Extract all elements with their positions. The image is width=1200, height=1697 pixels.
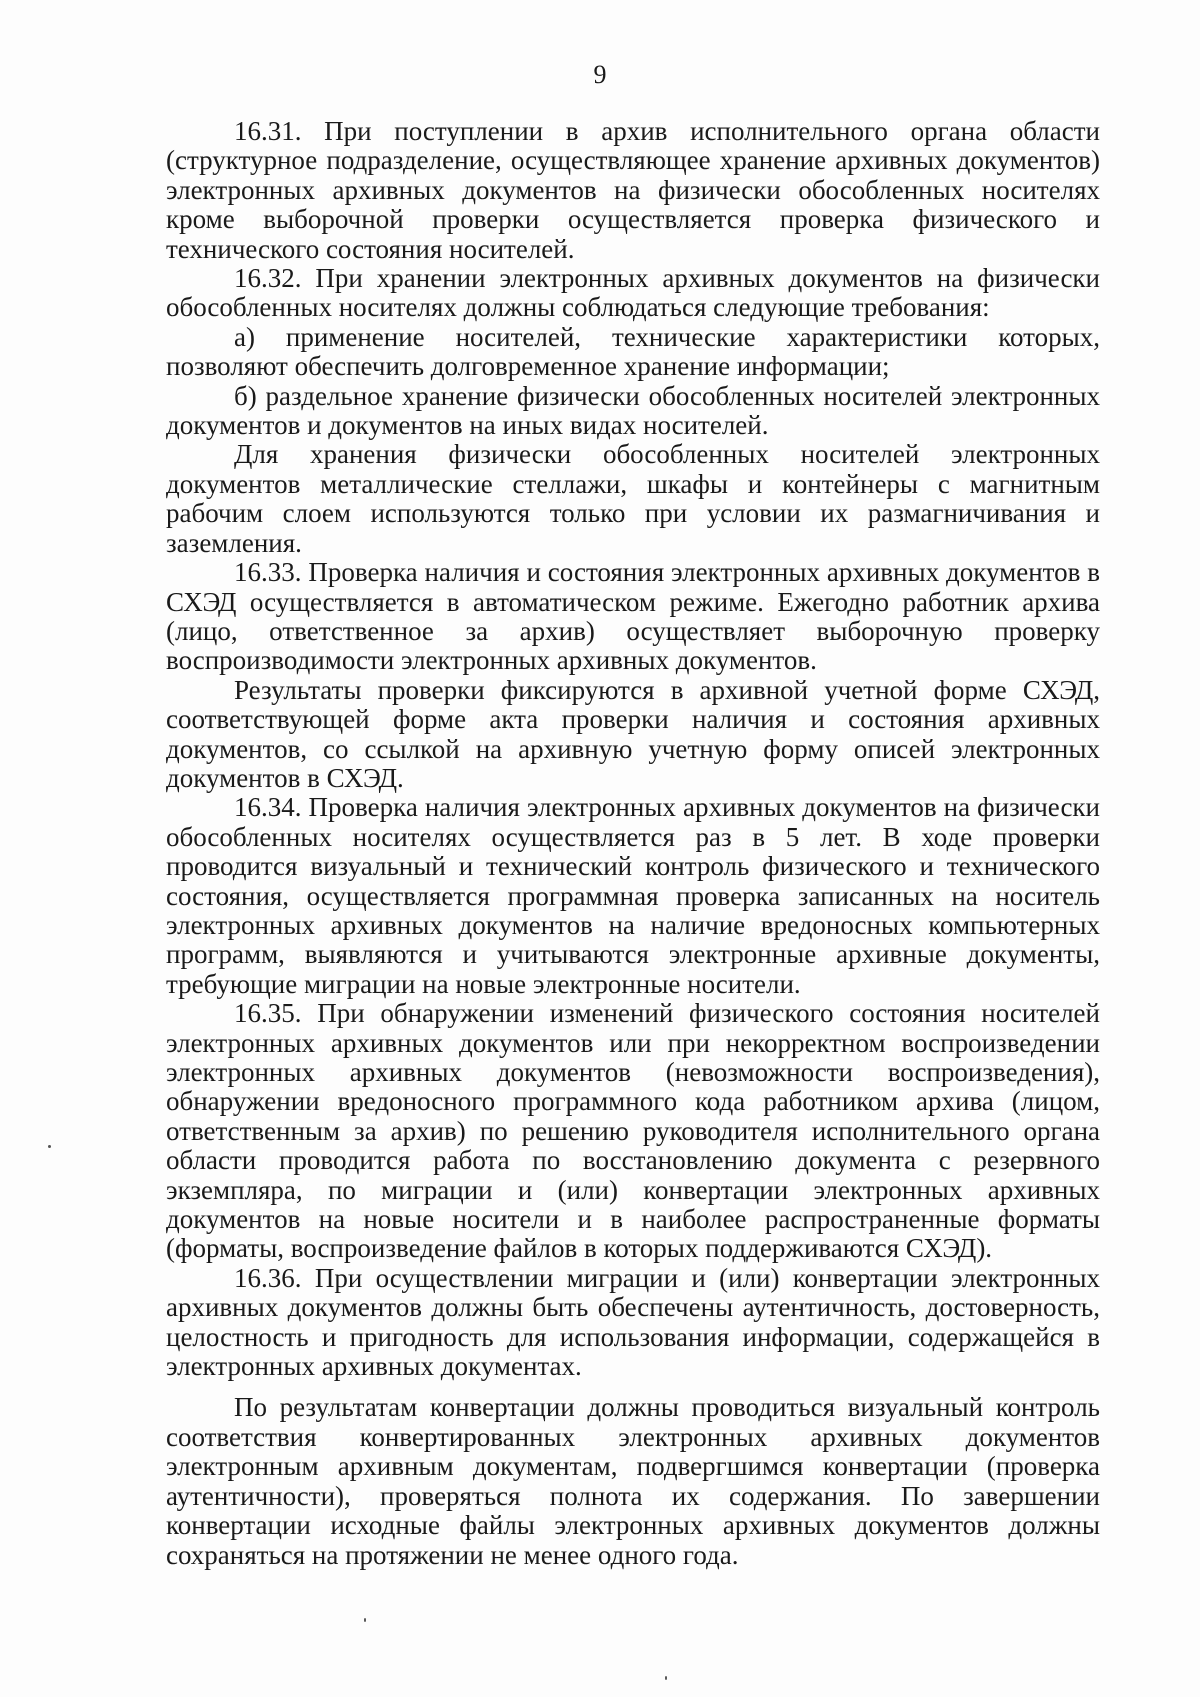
paragraph-16-34: 16.34. Проверка наличия электронных архивных документов на физически обособленных носителях осуществляется раз в 5 лет. В ходе проверки проводится визуальный и технический контроль физического и технического состояния, осуществляется программная проверка записанных на носитель электронных архивных документов на наличие вредоносных компьютерных программ, выявляются и учитываются электронные архивные документы, требующие миграции на новые электронные носители. xyxy=(166,792,1100,999)
paragraph-16-32-a: а) применение носителей, технические характеристики которых, позволяют обеспечить долговременное хранение информации; xyxy=(166,321,1100,382)
scan-speck xyxy=(665,1676,667,1680)
scan-speck xyxy=(48,1145,51,1148)
paragraph-check-results: Результаты проверки фиксируются в архивной учетной форме СХЭД, соответствующей форме акта проверки наличия и состояния архивных документов, со ссылкой на архивную учетную форму описей электронных документов в СХЭД. xyxy=(166,674,1100,793)
paragraph-16-35: 16.35. При обнаружении изменений физического состояния носителей электронных архивных документов или при некорректном воспроизведении электронных архивных документов (невозможности воспроизведения), обнаружении вредоносного программного кода работником архива (лицом, ответственным за архив) по решению руководителя исполнительного органа области проводится работа по восстановлению документа с резервного экземпляра, по миграции и (или) конвертации электронных архивных документов на новые носители и в наиболее распространенные форматы (форматы, воспроизведение файлов в которых поддерживаются СХЭД). xyxy=(166,998,1100,1264)
paragraph-16-33: 16.33. Проверка наличия и состояния электронных архивных документов в СХЭД осуществляется в автоматическом режиме. Ежегодно работник архива (лицо, ответственное за архив) осуществляет выборочную проверку воспроизводимости электронных архивных документов. xyxy=(166,557,1100,676)
page-number: 9 xyxy=(593,60,607,89)
paragraph-conversion-control: По результатам конвертации должны проводиться визуальный контроль соответствия конвертированных электронных архивных документов электронным архивным документам, подвергшимся конвертации (проверка аутентичности), проверяться полнота их содержания. По завершении конвертации исходные файлы электронных архивных документов должны сохраняться на протяжении не менее одного года. xyxy=(166,1392,1100,1570)
paragraph-16-32-b: б) раздельное хранение физически обособленных носителей электронных документов и документов на иных видах носителей. xyxy=(166,380,1100,441)
paragraph-16-31: 16.31. При поступлении в архив исполнительного органа области (структурное подразделение, осуществляющее хранение архивных документов) электронных архивных документов на физически обособленных носителях кроме выборочной проверки осуществляется проверка физического и технического состояния носителей. xyxy=(166,116,1100,264)
scan-speck xyxy=(364,1618,366,1622)
paragraph-storage-equipment: Для хранения физически обособленных носителей электронных документов металлические стеллажи, шкафы и контейнеры с магнитным рабочим слоем используются только при условии их размагничивания и заземления. xyxy=(166,439,1100,558)
paragraph-16-36: 16.36. При осуществлении миграции и (или) конвертации электронных архивных документов должны быть обеспечены аутентичность, достоверность, целостность и пригодность для использования информации, содержащейся в электронных архивных документах. xyxy=(166,1262,1100,1382)
document-body xyxy=(166,117,1100,1570)
paragraph-16-32: 16.32. При хранении электронных архивных документов на физически обособленных носителях должны соблюдаться следующие требования: xyxy=(166,263,1100,323)
